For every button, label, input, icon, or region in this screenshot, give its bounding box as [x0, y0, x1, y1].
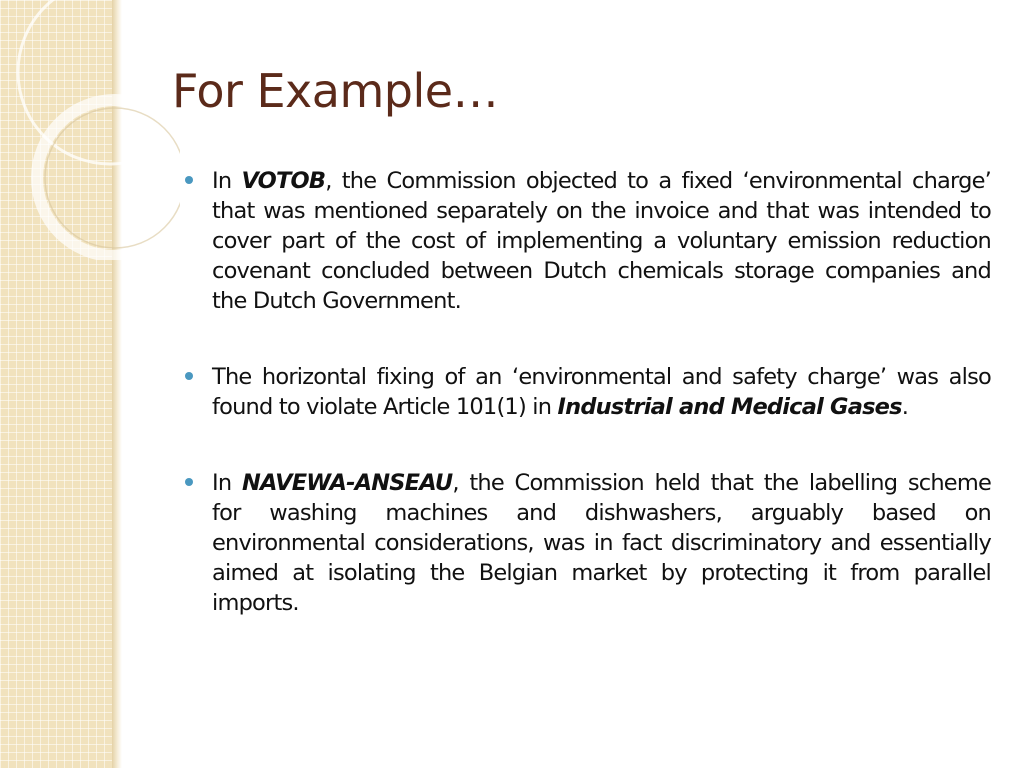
- bullet-prefix: In: [212, 470, 242, 496]
- slide-title: For Example…: [172, 64, 499, 118]
- case-name-votob: VOTOB: [241, 168, 326, 194]
- case-name-navewa-anseau: NAVEWA-ANSEAU: [241, 470, 453, 496]
- case-name-industrial-medical-gases: Industrial and Medical Gases: [557, 394, 902, 420]
- bullet-list: [180, 166, 991, 618]
- bullet-dot-icon: [185, 176, 193, 184]
- bullet-item-votob: [180, 166, 991, 316]
- bullet-suffix: .: [901, 394, 909, 420]
- bullet-text: , the Commission held that the labelling scheme for washing machines and dishwashers, arguably based on environmental considerations, was in fact discriminatory and essentially aimed at isolating the Belgian market by protecting it from parallel imports.: [212, 470, 992, 616]
- bullet-item-navewa-anseau: [180, 468, 991, 618]
- bullet-text: The horizontal fixing of an ‘environmental and safety charge’ was also found to violate Article 101(1) in: [212, 364, 991, 420]
- bullet-text: , the Commission objected to a fixed ‘environmental charge’ that was mentioned separately on the invoice and that was intended to cover part of the cost of implementing a voluntary emission reduction covenant concluded between Dutch chemicals storage companies and the Dutch Government.: [212, 168, 991, 314]
- decorative-rings-graphic: [0, 0, 180, 260]
- bullet-prefix: In: [212, 168, 242, 194]
- bullet-dot-icon: [185, 478, 193, 486]
- bullet-item-industrial-medical-gases: [180, 362, 991, 422]
- bullet-dot-icon: [185, 372, 193, 380]
